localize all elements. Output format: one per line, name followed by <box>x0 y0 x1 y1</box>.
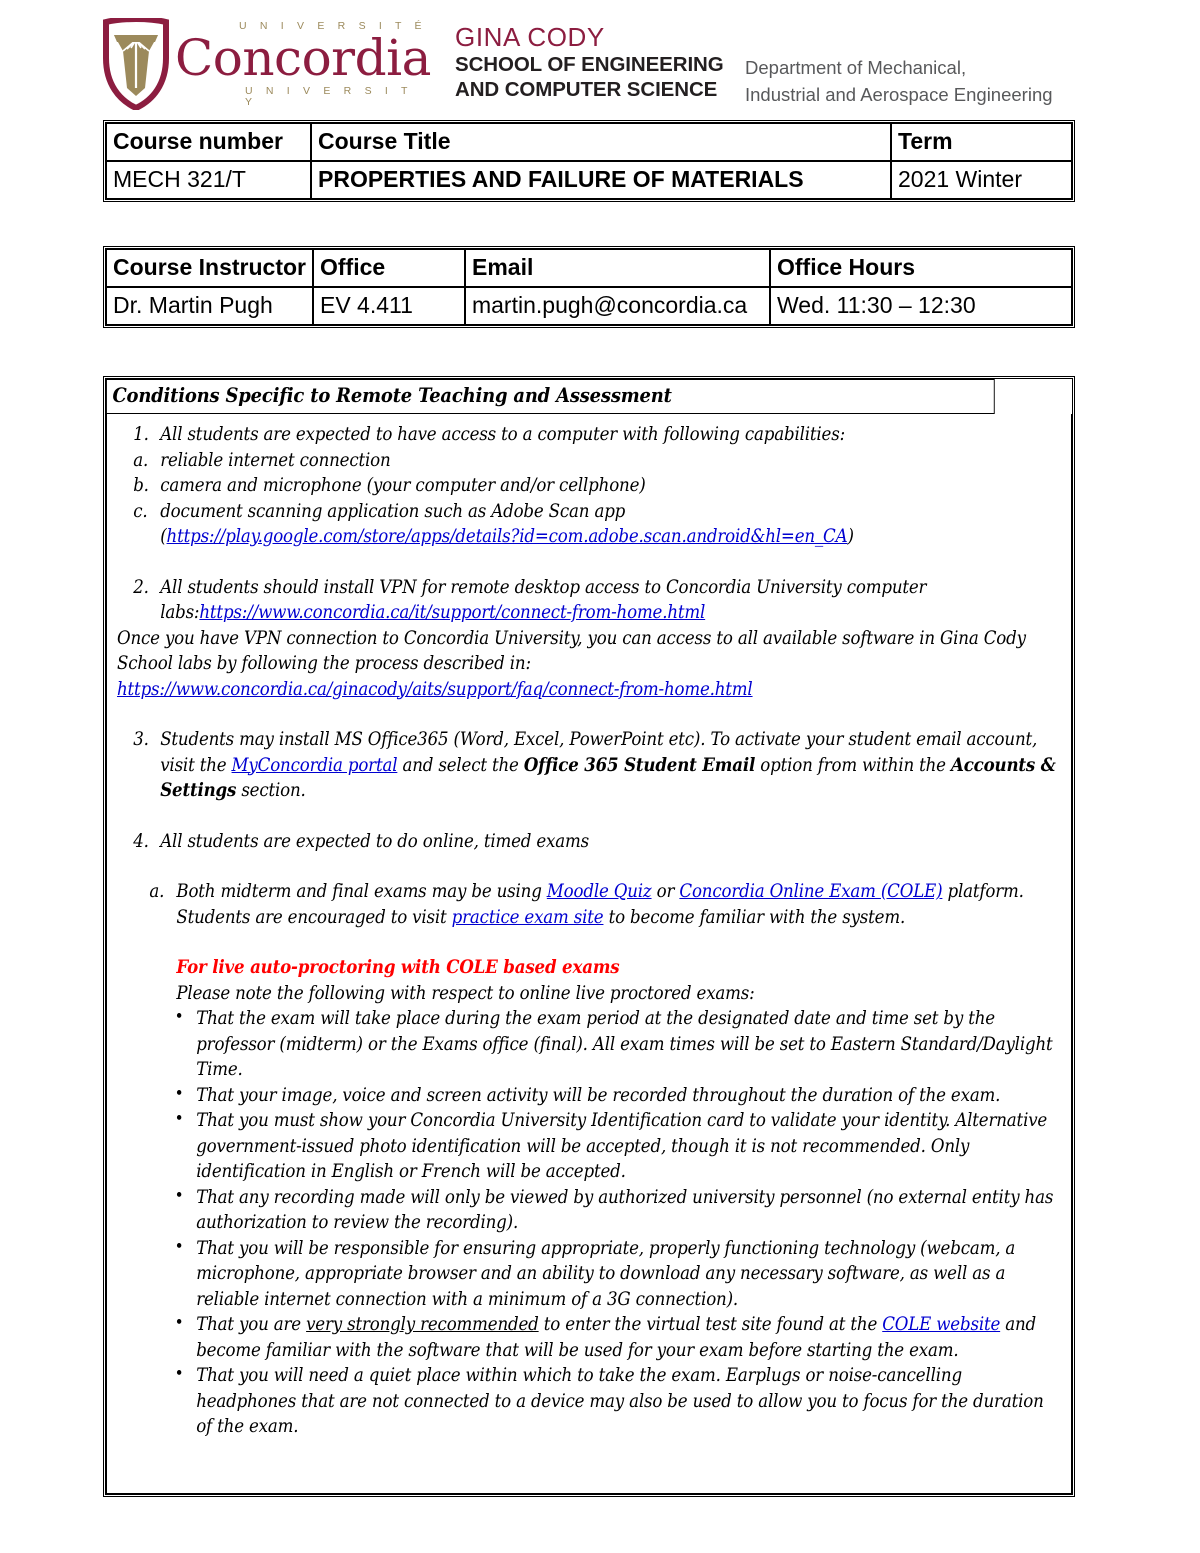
list-marker: b. <box>133 475 149 496</box>
section-spacer <box>103 328 1200 376</box>
conditions-list <box>117 422 1060 550</box>
adobe-scan-link-line <box>160 524 1060 550</box>
very-strongly-recommended-emphasis: very strongly recommended <box>306 1314 539 1335</box>
paragraph-spacer <box>117 930 1060 955</box>
item-3-part-3: option from within the <box>755 754 951 776</box>
bullet-5-text: That you will be responsible for ensuring appropriate, properly functioning technology (webcam, a microphone, appropriate browser and an ability to download any necessary software, as well as a reliable internet connection with a minimum of a 3G connection). <box>196 1237 1016 1310</box>
item-3-part-2: and select the <box>397 754 524 776</box>
cole-website-link[interactable]: COLE website <box>882 1314 1001 1335</box>
list-item <box>164 1006 1060 1083</box>
bullet-7-text: That you will need a quiet place within which to take the exam. Earplugs or noise-cancelling headphones that are not connected to a device may also be used to allow you to focus for the duration of the exam. <box>196 1365 1044 1437</box>
gina-cody-school-block <box>455 14 725 102</box>
item-4a-part-3: platform. Students are encouraged to visit <box>176 881 1024 928</box>
list-item <box>164 1185 1060 1236</box>
list-marker: 1. <box>133 424 149 445</box>
logo-university-text: U N I V E R S I T Y <box>245 85 413 108</box>
list-marker: 2. <box>133 576 149 598</box>
school-line-2: AND COMPUTER SCIENCE <box>455 78 718 101</box>
paragraph-spacer <box>117 702 1060 727</box>
concordia-shield-icon <box>103 18 169 110</box>
item-2-text: All students should install VPN for remote desktop access to Concordia University computer labs: <box>160 576 927 623</box>
moodle-quiz-link[interactable]: Moodle Quiz <box>546 881 652 902</box>
item-1b-text: camera and microphone (your computer and/or cellphone) <box>160 475 646 496</box>
paragraph-spacer <box>117 804 1060 829</box>
conditions-box <box>103 376 1075 1497</box>
conditions-content <box>106 414 1072 1494</box>
email-header: Email <box>465 249 770 287</box>
list-item <box>164 1312 1060 1363</box>
list-item <box>117 499 1060 550</box>
bullet-1-text: That the exam will take place during the exam period at the designated date and time set by the professor (midterm) or the Exams office (final). All exam times will be set to Eastern Standard/Daylight Time. <box>196 1008 1053 1080</box>
bullet-6-part-1: That you are <box>196 1314 307 1335</box>
table-row <box>106 161 1072 199</box>
accounts-settings-label: Accounts & Settings <box>160 754 1056 801</box>
course-title-header: Course Title <box>311 123 891 161</box>
ginacody-faq-link[interactable]: https://www.concordia.ca/ginacody/aits/support/faq/connect-from-home.html <box>117 678 753 700</box>
office-hours-value: Wed. 11:30 – 12:30 <box>770 287 1072 325</box>
cole-link[interactable]: Concordia Online Exam (COLE) <box>679 881 943 902</box>
office365-email-label: Office 365 Student Email <box>523 754 756 776</box>
instructor-value: Dr. Martin Pugh <box>106 287 313 325</box>
proctoring-intro: Please note the following with respect to online live proctored exams: <box>176 982 755 1004</box>
gina-cody-name: GINA CODY <box>455 22 605 52</box>
term-value: 2021 Winter <box>891 161 1072 199</box>
list-item <box>164 1236 1060 1313</box>
list-item <box>117 575 1060 626</box>
list-marker: a. <box>149 881 165 902</box>
bullet-4-text: That any recording made will only be viewed by authorized university personnel (no external entity has authorization to review the recording). <box>196 1186 1054 1233</box>
item-4a <box>117 879 1060 930</box>
list-item <box>164 1083 1060 1109</box>
course-title-value: PROPERTIES AND FAILURE OF MATERIALS <box>311 161 891 199</box>
proctoring-bullets-wrap <box>117 1006 1060 1440</box>
list-item <box>117 829 1060 855</box>
department-block <box>745 14 1053 108</box>
email-value: martin.pugh@concordia.ca <box>465 287 770 325</box>
item-1a-text: reliable internet connection <box>160 449 391 471</box>
table-spacer <box>103 202 1200 246</box>
concordia-logo <box>103 14 431 114</box>
proctoring-heading: For live auto-proctoring with COLE based exams <box>176 957 620 978</box>
item-4a-part-4: to become familiar with the system. <box>603 906 906 928</box>
term-header: Term <box>891 123 1072 161</box>
conditions-title: Conditions Specific to Remote Teaching and Assessment <box>106 379 995 414</box>
practice-exam-site-link[interactable]: practice exam site <box>451 906 604 928</box>
table-row <box>106 123 1072 161</box>
list-item <box>164 1108 1060 1185</box>
school-line-1: SCHOOL OF ENGINEERING <box>455 53 724 76</box>
bullet-6-part-3: and become familiar with the software that will be used for your exam before starting the exam. <box>196 1314 1037 1361</box>
course-number-value: MECH 321/T <box>106 161 311 199</box>
item-2-followup-text: Once you have VPN connection to Concordia University, you can access to all available software in Gina Cody School labs by following the process described in: <box>117 627 1026 674</box>
paragraph-spacer <box>117 550 1060 575</box>
conditions-list-2 <box>117 575 1060 626</box>
adobe-scan-link[interactable]: https://play.google.com/store/apps/details?id=com.adobe.scan.android&hl=en_CA <box>166 526 848 547</box>
logo-concordia-text: Concordia <box>175 29 431 88</box>
conditions-list-4 <box>117 829 1060 855</box>
course-info-table <box>103 120 1075 202</box>
vpn-link[interactable]: https://www.concordia.ca/it/support/connect-from-home.html <box>199 602 706 623</box>
item-1c-text: document scanning application such as Adobe Scan app <box>160 500 626 522</box>
item-4-text: All students are expected to do online, timed exams <box>160 830 589 852</box>
page-header <box>0 0 1200 120</box>
conditions-list-3 <box>117 727 1060 804</box>
proctoring-block <box>117 955 1060 1006</box>
list-marker: a. <box>133 449 149 471</box>
list-item <box>117 422 1060 448</box>
document-body <box>0 120 1200 1497</box>
item-4a-part-2: or <box>651 881 680 902</box>
paren-close: ) <box>847 526 854 547</box>
office-header: Office <box>313 249 465 287</box>
list-marker: 3. <box>133 729 149 750</box>
myconcordia-portal-link[interactable]: MyConcordia portal <box>231 754 398 776</box>
instructor-info-table <box>103 246 1075 328</box>
item-4a-part-1: Both midterm and final exams may be using <box>176 881 547 902</box>
proctoring-bullets <box>164 1006 1060 1440</box>
list-marker: c. <box>133 500 148 522</box>
table-row <box>106 287 1072 325</box>
item-2-followup <box>117 626 1060 677</box>
gina-cody-vpn-link-line <box>117 677 1060 703</box>
paren-open: ( <box>160 526 167 547</box>
office-value: EV 4.411 <box>313 287 465 325</box>
list-item <box>117 448 1060 474</box>
instructor-header: Course Instructor <box>106 249 313 287</box>
list-item <box>164 1363 1060 1440</box>
department-line-1: Department of Mechanical, <box>745 57 967 78</box>
bullet-2-text: That your image, voice and screen activity will be recorded throughout the duration of the exam. <box>196 1084 1001 1106</box>
course-number-header: Course number <box>106 123 311 161</box>
logo-universite-text: U N I V E R S I T É <box>239 19 427 32</box>
office-hours-header: Office Hours <box>770 249 1072 287</box>
paragraph-spacer <box>117 854 1060 879</box>
item-3-part-4: section. <box>236 780 306 801</box>
list-marker: 4. <box>133 830 149 852</box>
list-item <box>117 727 1060 804</box>
bullet-6-part-2: to enter the virtual test site found at the <box>538 1314 883 1335</box>
bullet-3-text: That you must show your Concordia University Identification card to validate your identity. Alternative government-issued photo identification will be accepted, though it is not recommended. Only identification in English or French will be accepted. <box>196 1110 1048 1182</box>
item-1-text: All students are expected to have access to a computer with following capabilities: <box>160 424 846 445</box>
list-item <box>117 473 1060 499</box>
item-3-part-1: Students may install MS Office365 (Word, Excel, PowerPoint etc). To activate your student email account, visit the <box>160 729 1038 776</box>
table-row <box>106 249 1072 287</box>
department-line-2: Industrial and Aerospace Engineering <box>745 84 1053 105</box>
